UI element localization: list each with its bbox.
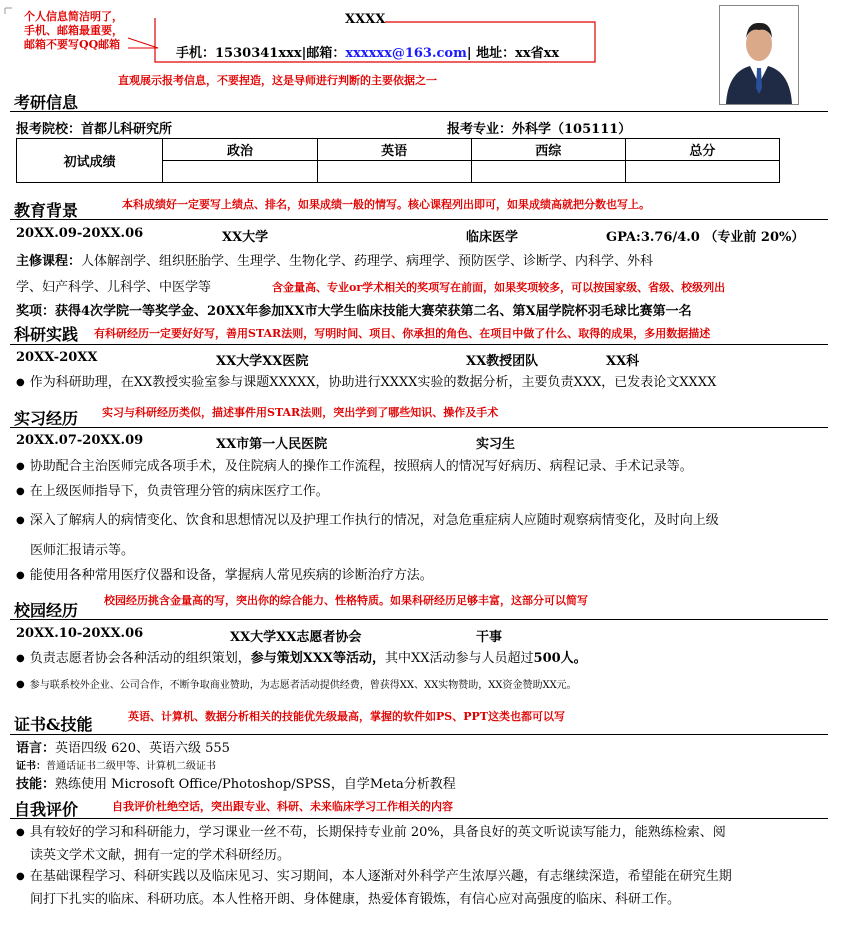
edu-courses-line1	[16, 250, 653, 269]
annotation-self: 自我评价杜绝空话，突出跟专业、科研、未来临床学习工作相关的内容	[112, 800, 453, 813]
address: xx省xx	[515, 46, 560, 61]
tech-label: 技能：	[16, 777, 56, 792]
section-rule	[10, 818, 828, 819]
edu-awards: 奖项：获得4次学院一等奖学金、20XX年参加XX市大学生临床技能大赛荣获第二名、第X届学院杯羽毛球比赛第一名	[16, 304, 692, 319]
contact-line	[176, 42, 559, 61]
courses-label: 主修课程：	[16, 254, 82, 269]
annotation-line: 邮箱不要写QQ邮箱	[24, 38, 121, 51]
intern-bullet-cont: 医师汇报请示等。	[30, 543, 135, 558]
target-school-label: 报考院校：	[16, 122, 82, 137]
subject-total: 总分	[625, 139, 779, 161]
email-link[interactable]: xxxxxx@163.com	[345, 46, 467, 61]
research-bullet: ● 作为科研助理，在XX教授实验室参与课题XXXXX，协助进行XXXX实验的数据分析，主要负责XXX，已发表论文XXXX	[16, 371, 716, 396]
target-school-value: 首都儿科研究所	[81, 122, 173, 137]
research-dept: XX科	[606, 354, 640, 369]
certificate-value: 普通话证书二级甲等、计算机二级证书	[46, 761, 216, 772]
email-label: |邮箱：	[301, 46, 346, 61]
language-label: 语言：	[16, 741, 56, 756]
annotation-skills: 英语、计算机、数据分析相关的技能优先级最高，掌握的软件如PS、PPT这类也都可以写	[128, 710, 565, 723]
section-rule	[10, 734, 828, 735]
campus-bullet: ● 参与联系校外企业、公司合作，不断争取商业赞助，为志愿者活动提供经费，曾获得XX、XX实物赞助，XX资金赞助XX元。	[16, 674, 577, 698]
section-title-research: 科研实践	[14, 325, 79, 344]
phone-label: 手机：	[176, 46, 216, 61]
section-title-campus: 校园经历	[14, 601, 79, 620]
section-title-internship: 实习经历	[14, 409, 79, 428]
score-cell	[163, 161, 317, 183]
courses-text: 人体解剖学、组织胚胎学、生理学、生物化学、药理学、病理学、预防医学、诊断学、内科学、外科	[81, 254, 654, 269]
address-label: | 地址：	[466, 46, 516, 61]
subject-medicine: 西综	[471, 139, 625, 161]
section-rule	[10, 344, 828, 345]
edu-period: 20XX.09-20XX.06	[16, 226, 144, 241]
intern-bullet: ● 协助配合主治医师完成各项手术，及住院病人的操作工作流程，按照病人的情况写好病历、病程记录、手术记录等。	[16, 455, 693, 480]
section-title-skills: 证书&技能	[14, 715, 93, 734]
person-photo-icon	[720, 6, 798, 104]
intern-period: 20XX.07-20XX.09	[16, 433, 144, 448]
section-title-education: 教育背景	[14, 201, 79, 220]
section-rule	[10, 427, 828, 428]
annotation-awards: 含金量高、专业or学术相关的奖项写在前面，如果奖项较多，可以按国家级、省级、校级列出	[272, 281, 726, 294]
edu-gpa: GPA:3.76/4.0 （专业前 20%）	[606, 230, 805, 245]
self-bullet-cont: 间打下扎实的临床、科研功底。本人性格开朗、身体健康，热爱体育锻炼，有信心应对高强度的临床、科研工作。	[30, 892, 681, 907]
section-rule	[10, 219, 828, 220]
intern-role: 实习生	[476, 437, 516, 452]
campus-text-bold: 500人。	[533, 651, 587, 666]
certificate-label: 证书：	[16, 761, 46, 772]
campus-text-bold: 参与策划XXX等活动，	[250, 651, 386, 666]
score-label: 初试成绩	[17, 139, 163, 183]
edu-school: XX大学	[222, 230, 269, 245]
section-rule	[10, 619, 828, 620]
skills-tech	[16, 773, 456, 792]
annotation-internship: 实习与科研经历类似，描述事件用STAR法则，突出学到了哪些知识、操作及手术	[102, 406, 499, 419]
edu-major: 临床医学	[466, 230, 519, 245]
target-major	[447, 118, 631, 137]
annotation-research: 有科研经历一定要好好写，善用STAR法则，写明时间、项目、你承担的角色、在项目中做了什么、取得的成果，多用数据描述	[94, 327, 711, 340]
score-table	[16, 138, 780, 183]
skills-language	[16, 737, 230, 756]
campus-period: 20XX.10-20XX.06	[16, 626, 144, 641]
score-cell	[471, 161, 625, 183]
campus-org: XX大学XX志愿者协会	[230, 630, 362, 645]
section-rule	[10, 111, 828, 112]
candidate-name: XXXX	[345, 12, 386, 27]
score-cell	[625, 161, 779, 183]
self-bullet: ● 具有较好的学习和科研能力，学习课业一丝不苟，长期保持专业前 20%，具备良好的英文听说读写能力，能熟练检索、阅	[16, 822, 726, 845]
annotation-line: 手机、邮箱最重要，	[24, 24, 123, 37]
section-title-kaoyan: 考研信息	[14, 93, 79, 112]
self-bullet-cont: 读英文学术文献，拥有一定的学术科研经历。	[30, 848, 291, 863]
subject-politics: 政治	[163, 139, 317, 161]
intern-bullet: ● 在上级医师指导下，负责管理分管的病床医疗工作。	[16, 480, 329, 505]
profile-photo	[719, 5, 799, 105]
campus-bullet	[16, 647, 587, 672]
intern-org: XX市第一人民医院	[216, 437, 328, 452]
section-title-self: 自我评价	[14, 800, 79, 819]
intern-bullet: ● 深入了解病人的病情变化、饮食和思想情况以及护理工作执行的情况，对急危重症病人应随时观察病情变化，及时向上级	[16, 509, 719, 534]
campus-role: 干事	[476, 630, 503, 645]
annotation-apply-info: 直观展示报考信息，不要捏造，这是导师进行判断的主要依据之一	[118, 74, 437, 87]
tech-value: 熟练使用 Microsoft Office/Photoshop/SPSS，自学Meta分析教程	[55, 777, 456, 792]
campus-text: 负责志愿者协会各种活动的组织策划，	[29, 651, 251, 666]
language-value: 英语四级 620、英语六级 555	[55, 741, 230, 756]
target-school	[16, 118, 172, 137]
campus-text: 其中XX活动参与人员超过	[385, 651, 534, 666]
target-major-value: 外科学（105111）	[512, 122, 632, 137]
skills-certificates	[16, 757, 216, 772]
annotation-campus: 校园经历挑含金量高的写，突出你的综合能力、性格特质。如果科研经历足够丰富，这部分可以简写	[104, 594, 588, 607]
phone: 1530341xxx	[215, 46, 302, 61]
subject-english: 英语	[317, 139, 471, 161]
intern-bullet: ● 能使用各种常用医疗仪器和设备，掌握病人常见疾病的诊断治疗方法。	[16, 564, 433, 589]
research-period: 20XX-20XX	[16, 350, 98, 365]
annotation-line: 个人信息简洁明了，	[24, 10, 123, 23]
self-bullet: ● 在基础课程学习、科研实践以及临床见习、实习期间，本人逐渐对外科学产生浓厚兴趣，有志继续深造，希望能在研究生期	[16, 866, 732, 889]
edu-courses-line2: 学、妇产科学、儿科学、中医学等	[16, 280, 212, 295]
annotation-education: 本科成绩好一定要写上绩点、排名，如果成绩一般的情写。核心课程列出即可，如果成绩高就把分数也写上。	[122, 198, 650, 211]
research-org: XX大学XX医院	[216, 354, 309, 369]
research-team: XX教授团队	[466, 354, 539, 369]
target-major-label: 报考专业：	[447, 122, 513, 137]
score-cell	[317, 161, 471, 183]
